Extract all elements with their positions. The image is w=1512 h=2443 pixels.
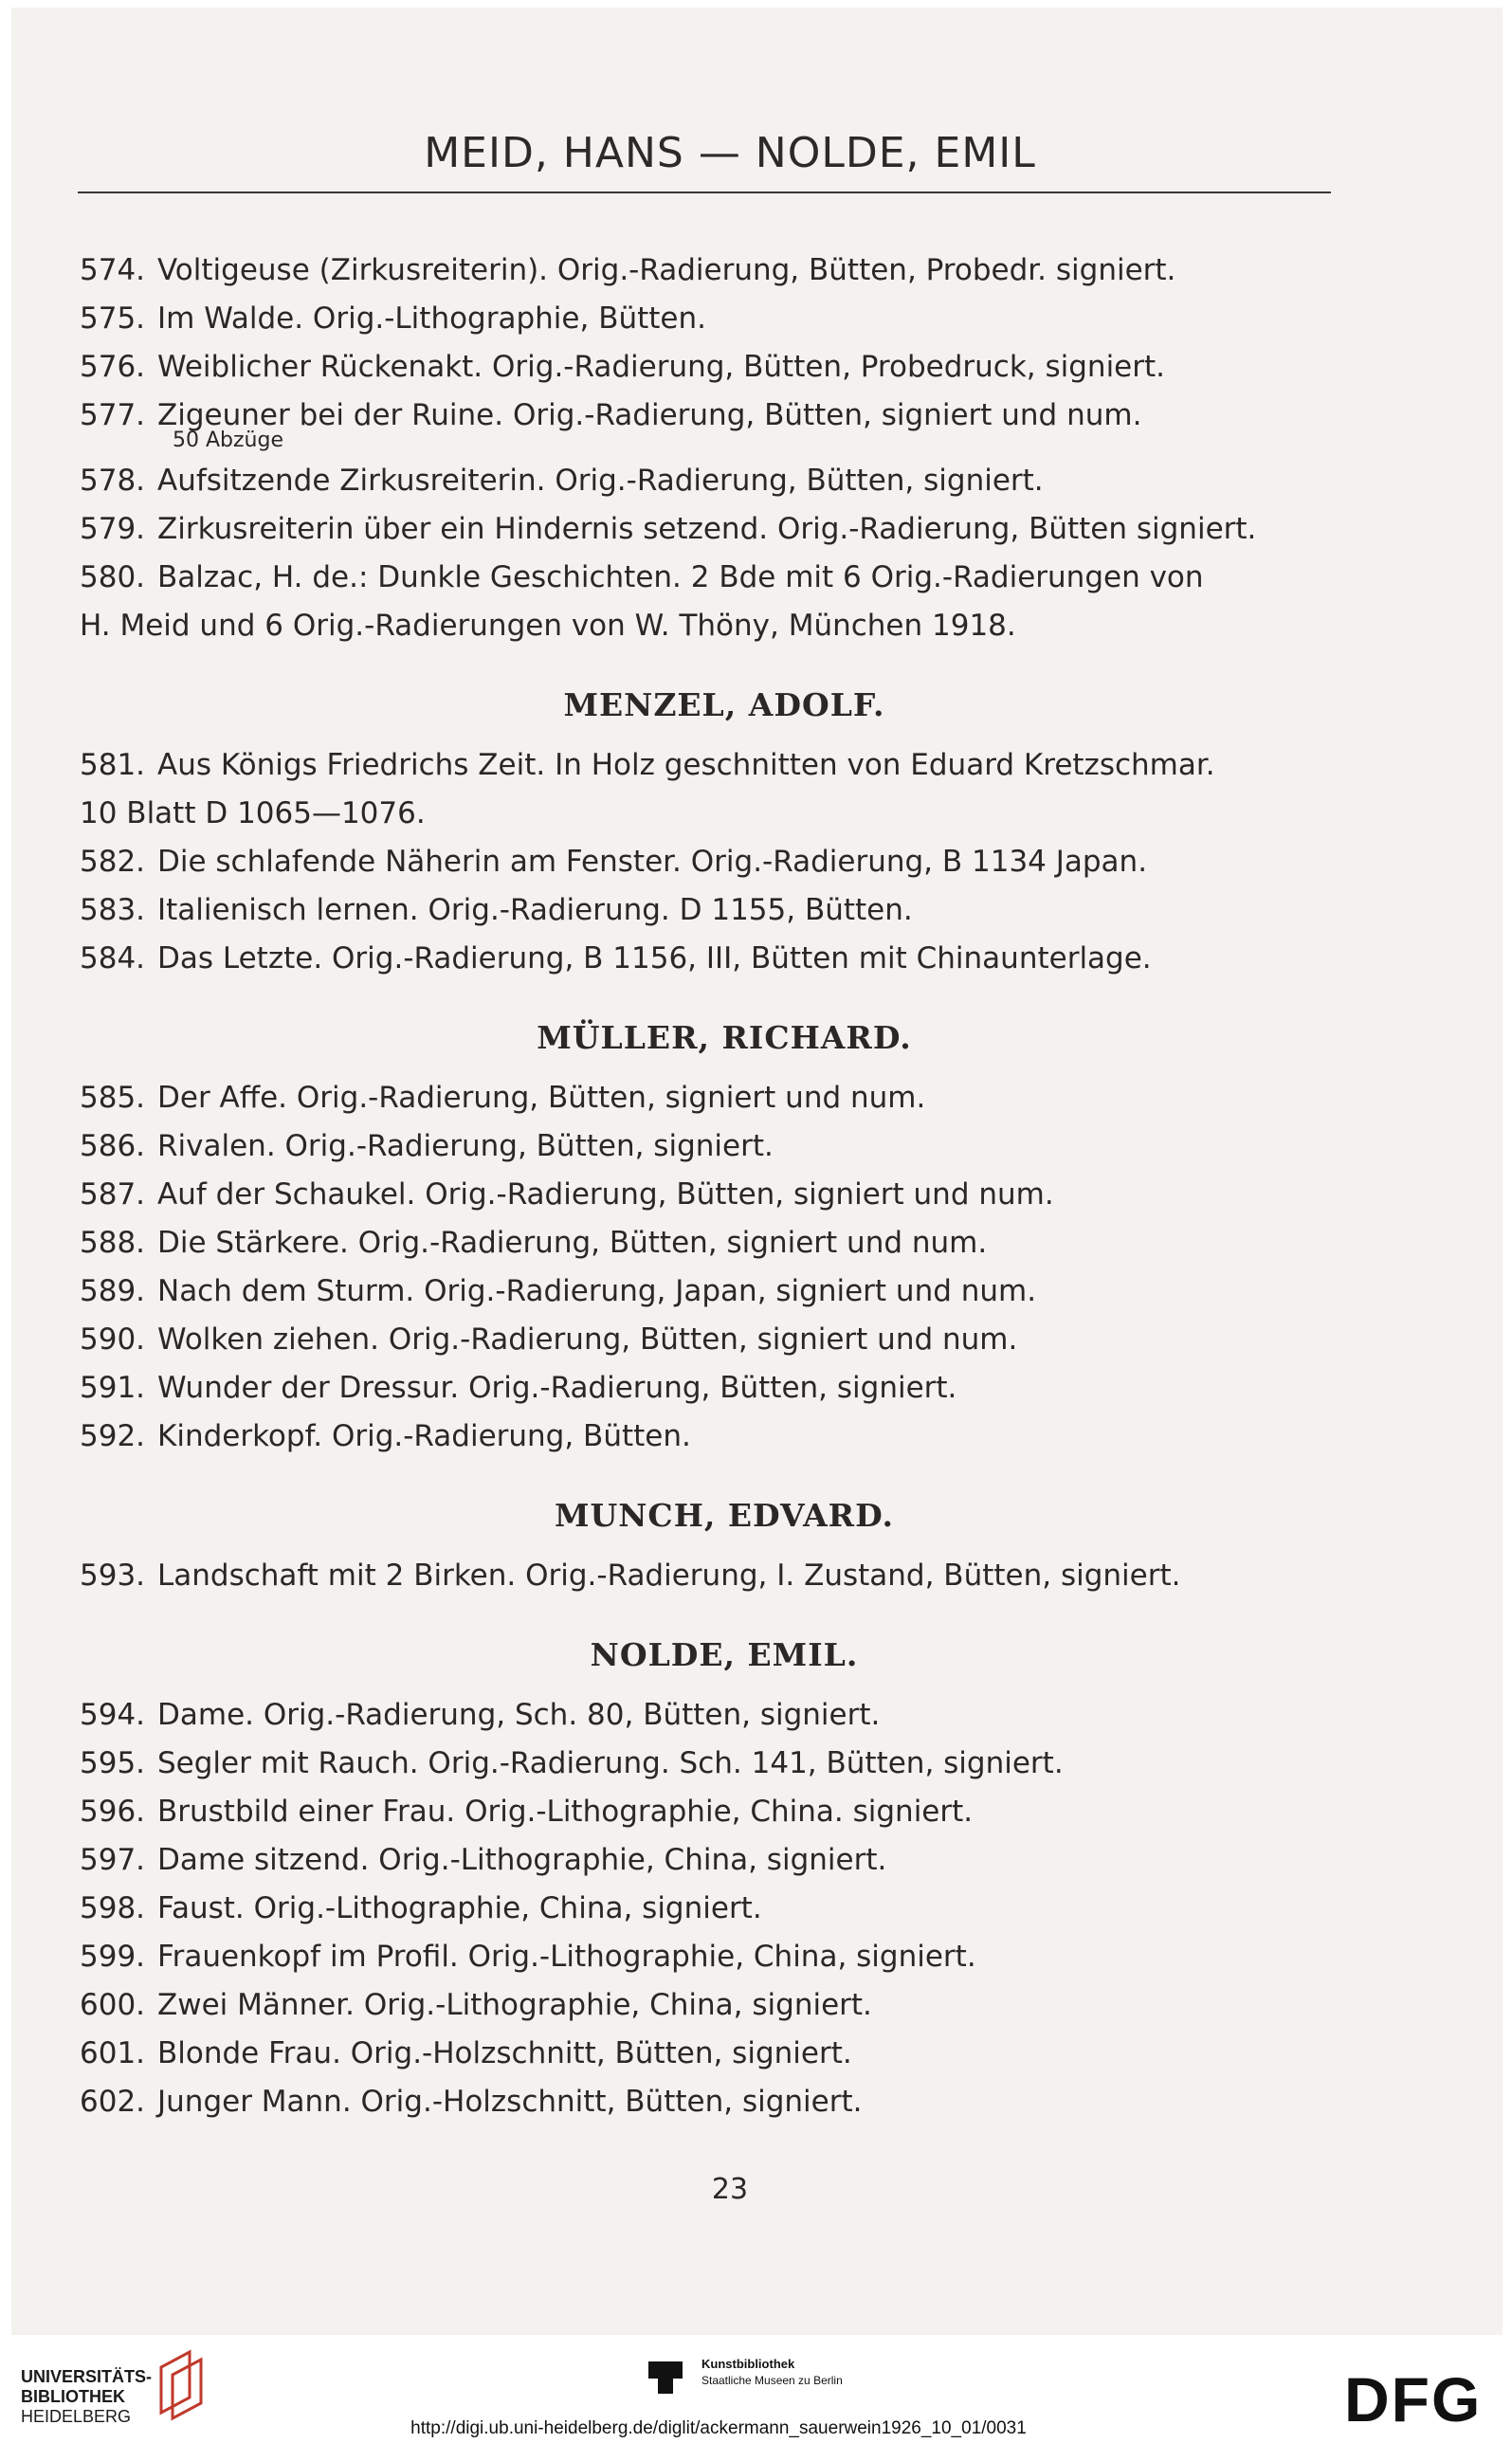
- catalog-entry: [80, 935, 1369, 983]
- entry-number: 589.: [80, 1274, 146, 1308]
- entry-number: 579.: [80, 512, 146, 546]
- artist-heading: MENZEL, ADOLF.: [563, 686, 885, 723]
- entry-text: Das Letzte. Orig.-Radierung, B 1156, III, Bütten mit Chinaunterlage.: [157, 941, 1152, 975]
- entry-text: Zigeuner bei der Ruine. Orig.-Radierung, Bütten, signiert und num.: [157, 398, 1142, 432]
- entry-number: 574.: [80, 253, 146, 287]
- entry-text: Wunder der Dressur. Orig.-Radierung, Bütten, signiert.: [157, 1371, 957, 1405]
- entry-text: Zwei Männer. Orig.-Lithographie, China, signiert.: [157, 1988, 872, 2022]
- entry-text: Zirkusreiterin über ein Hindernis setzend. Orig.-Radierung, Bütten signiert.: [157, 512, 1257, 546]
- entry-text: Die schlafende Näherin am Fenster. Orig.-Radierung, B 1134 Japan.: [157, 845, 1148, 879]
- source-url[interactable]: http://digi.ub.uni-heidelberg.de/diglit/ackermann_sauerwein1926_10_01/0031: [410, 2418, 1027, 2438]
- entry-text: Auf der Schaukel. Orig.-Radierung, Bütten, signiert und num.: [157, 1177, 1054, 1212]
- ub-line-2: BIBLIOTHEK: [21, 2387, 125, 2406]
- entry-number: 587.: [80, 1177, 146, 1212]
- entry-number: 591.: [80, 1371, 146, 1405]
- entry-number: 597.: [80, 1843, 146, 1877]
- catalog-entry: [80, 1171, 1369, 1219]
- entry-note: 50 Abzüge: [173, 428, 283, 452]
- entry-text: Junger Mann. Orig.-Holzschnitt, Bütten, signiert.: [157, 2085, 863, 2119]
- entry-number: 577.: [80, 398, 146, 432]
- catalog-entry: [80, 1740, 1369, 1788]
- catalog-entry: [80, 343, 1369, 392]
- entry-text: Balzac, H. de.: Dunkle Geschichten. 2 Bde mit 6 Orig.-Radierungen von: [157, 560, 1204, 594]
- artist-heading: MÜLLER, RICHARD.: [537, 1019, 912, 1056]
- entry-number: 581.: [80, 748, 146, 782]
- kb-line-2: Staatliche Museen zu Berlin: [701, 2374, 843, 2387]
- digitization-footer: [0, 2335, 1512, 2443]
- page-number: 23: [711, 2173, 749, 2206]
- ub-line-1: UNIVERSITÄTS-: [21, 2367, 153, 2386]
- catalog-entry: [80, 2030, 1369, 2078]
- catalog-entry: [80, 554, 1369, 602]
- entry-number: 586.: [80, 1129, 146, 1163]
- entry-number: 588.: [80, 1226, 146, 1260]
- entry-number: 582.: [80, 845, 146, 879]
- entry-number: 575.: [80, 301, 146, 336]
- catalog-entry: [80, 1981, 1369, 2030]
- entry-number: 590.: [80, 1322, 146, 1357]
- entry-number: 595.: [80, 1746, 146, 1780]
- catalog-entry: [80, 1122, 1369, 1171]
- entry-text: Italienisch lernen. Orig.-Radierung. D 1155, Bütten.: [157, 893, 913, 927]
- catalog-entry: [80, 886, 1369, 935]
- entry-text: Weiblicher Rückenakt. Orig.-Radierung, Bütten, Probedruck, signiert.: [157, 350, 1166, 384]
- catalog-entry: [80, 392, 1369, 440]
- entry-text: Kinderkopf. Orig.-Radierung, Bütten.: [157, 1419, 691, 1453]
- entry-text: Segler mit Rauch. Orig.-Radierung. Sch. 141, Bütten, signiert.: [157, 1746, 1064, 1780]
- catalog-entry: [80, 1364, 1369, 1413]
- entry-number: 594.: [80, 1698, 146, 1732]
- entry-number: 601.: [80, 2036, 146, 2070]
- ub-logo-icon: [152, 2346, 218, 2422]
- catalog-entry: [80, 1074, 1369, 1122]
- entry-number: 600.: [80, 1988, 146, 2022]
- catalog-entry: [80, 457, 1369, 505]
- entry-text: Rivalen. Orig.-Radierung, Bütten, signiert.: [157, 1129, 774, 1163]
- entry-continuation: 10 Blatt D 1065—1076.: [80, 796, 426, 830]
- catalog-entries: [80, 246, 1369, 2126]
- entry-text: Frauenkopf im Profil. Orig.-Lithographie, China, signiert.: [157, 1940, 976, 1974]
- entry-text: Nach dem Sturm. Orig.-Radierung, Japan, signiert und num.: [157, 1274, 1037, 1308]
- entry-number: 584.: [80, 941, 146, 975]
- running-head: MEID, HANS — NOLDE, EMIL: [424, 129, 1036, 177]
- entry-text: Im Walde. Orig.-Lithographie, Bütten.: [157, 301, 706, 336]
- entry-text: Aus Königs Friedrichs Zeit. In Holz geschnitten von Eduard Kretzschmar.: [157, 748, 1215, 782]
- head-rule: [78, 191, 1331, 193]
- entry-text: Faust. Orig.-Lithographie, China, signiert.: [157, 1891, 762, 1925]
- entry-number: 593.: [80, 1559, 146, 1593]
- catalog-entry: [80, 1885, 1369, 1933]
- catalog-entry: [80, 838, 1369, 886]
- catalog-entry: [80, 1316, 1369, 1364]
- entry-text: Aufsitzende Zirkusreiterin. Orig.-Radierung, Bütten, signiert.: [157, 464, 1044, 498]
- kunstbibliothek-logo-icon: [645, 2356, 686, 2397]
- catalog-entry: [80, 1219, 1369, 1267]
- entry-text: Brustbild einer Frau. Orig.-Lithographie, China. signiert.: [157, 1795, 974, 1829]
- catalog-entry: [80, 1552, 1369, 1600]
- catalog-entry: [80, 1836, 1369, 1885]
- catalog-entry: [80, 2078, 1369, 2126]
- catalog-entry: [80, 1933, 1369, 1981]
- catalog-entry: [80, 505, 1369, 554]
- catalog-entry: [80, 1691, 1369, 1740]
- entry-text: Voltigeuse (Zirkusreiterin). Orig.-Radierung, Bütten, Probedr. signiert.: [157, 253, 1176, 287]
- catalog-entry: [80, 741, 1369, 790]
- entry-text: Der Affe. Orig.-Radierung, Bütten, signiert und num.: [157, 1081, 926, 1115]
- entry-number: 598.: [80, 1891, 146, 1925]
- dfg-logo: DFG: [1344, 2364, 1483, 2434]
- catalog-entry: [80, 1788, 1369, 1836]
- entry-text: Die Stärkere. Orig.-Radierung, Bütten, signiert und num.: [157, 1226, 988, 1260]
- catalog-page: [11, 8, 1503, 2335]
- entry-number: 599.: [80, 1940, 146, 1974]
- entry-continuation: H. Meid und 6 Orig.-Radierungen von W. Thöny, München 1918.: [80, 609, 1016, 643]
- entry-text: Wolken ziehen. Orig.-Radierung, Bütten, signiert und num.: [157, 1322, 1018, 1357]
- catalog-entry: [80, 295, 1369, 343]
- entry-number: 583.: [80, 893, 146, 927]
- entry-text: Landschaft mit 2 Birken. Orig.-Radierung, I. Zustand, Bütten, signiert.: [157, 1559, 1181, 1593]
- entry-text: Dame sitzend. Orig.-Lithographie, China, signiert.: [157, 1843, 887, 1877]
- entry-number: 585.: [80, 1081, 146, 1115]
- entry-text: Blonde Frau. Orig.-Holzschnitt, Bütten, signiert.: [157, 2036, 852, 2070]
- kb-line-1: Kunstbibliothek: [701, 2357, 795, 2371]
- catalog-entry: [80, 246, 1369, 295]
- entry-number: 580.: [80, 560, 146, 594]
- entry-number: 592.: [80, 1419, 146, 1453]
- entry-number: 578.: [80, 464, 146, 498]
- entry-number: 602.: [80, 2085, 146, 2119]
- ub-line-3: HEIDELBERG: [21, 2407, 132, 2426]
- catalog-entry: [80, 1413, 1369, 1461]
- entry-number: 596.: [80, 1795, 146, 1829]
- entry-text: Dame. Orig.-Radierung, Sch. 80, Bütten, signiert.: [157, 1698, 881, 1732]
- entry-number: 576.: [80, 350, 146, 384]
- artist-heading: NOLDE, EMIL.: [590, 1636, 859, 1673]
- catalog-entry: [80, 1267, 1369, 1316]
- artist-heading: MUNCH, EDVARD.: [554, 1497, 895, 1534]
- kunstbibliothek-text: [701, 2356, 843, 2389]
